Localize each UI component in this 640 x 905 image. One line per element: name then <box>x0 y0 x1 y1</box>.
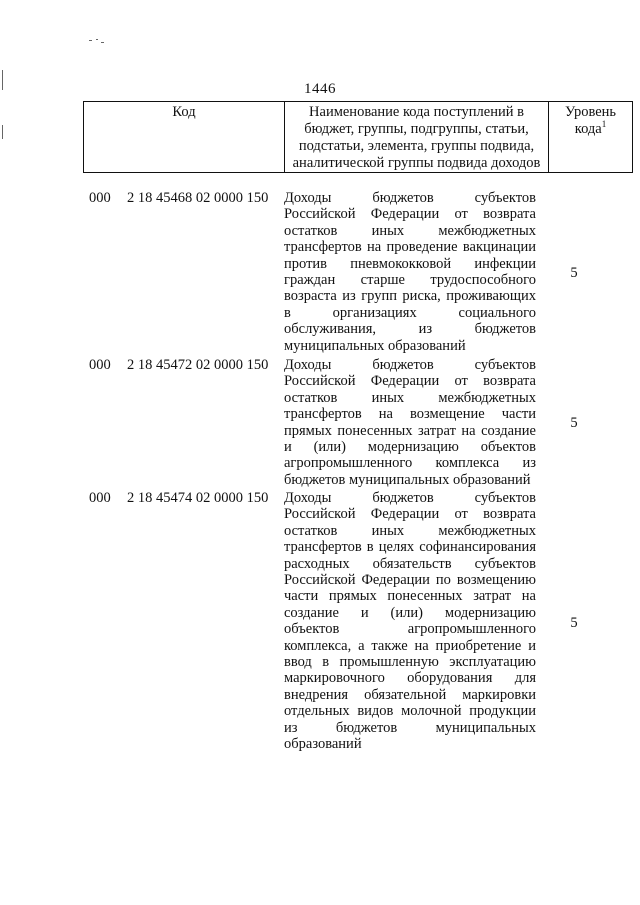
row-admin-code: 000 <box>89 190 111 206</box>
row-level: 5 <box>570 415 578 431</box>
header-code <box>84 102 285 173</box>
scan-mark <box>96 39 98 40</box>
header-level-footnote: 1 <box>601 119 607 129</box>
scan-mark <box>101 42 104 43</box>
row-description: Доходы бюджетов субъектов Российской Федерации от возврата остатков иных межбюджетных трансфертов в целях софинансирования расходных обязательств субъектов Российской Федерации по возмещению части прямых понесенных затрат на создание и (или) модернизацию объектов агропромышленного комплекса, а также на приобретение и ввод в промышленную эксплуатацию маркировочного оборудования для внедрения обязательной маркировки отдельных видов молочной продукции из бюджетов муниципальных образований <box>284 490 536 753</box>
header-level <box>549 102 633 173</box>
row-description: Доходы бюджетов субъектов Российской Федерации от возврата остатков иных межбюджетных трансфертов на проведение вакцинации против пневмококковой инфекции граждан старше трудоспособного возраста из групп риска, проживающих в организациях социального обслуживания, из бюджетов муниципальных образований <box>284 190 536 354</box>
header-code-label: Код <box>172 104 196 120</box>
header-name <box>285 102 549 173</box>
scan-mark <box>89 40 92 41</box>
row-level: 5 <box>570 265 578 281</box>
scan-edge <box>2 125 3 139</box>
row-code: 2 18 45472 02 0000 150 <box>127 357 269 373</box>
header-name-label: Наименование кода поступлений в бюджет, группы, подгруппы, статьи, подстатьи, элемента, группы подвида, аналитической группы подвида доходов <box>292 104 541 171</box>
row-code: 2 18 45474 02 0000 150 <box>127 490 269 506</box>
table-header <box>83 101 633 173</box>
page-number: 1446 <box>304 81 336 97</box>
row-level: 5 <box>570 615 578 631</box>
row-description: Доходы бюджетов субъектов Российской Федерации от возврата остатков иных межбюджетных трансфертов на возмещение части прямых понесенных затрат на создание и (или) модернизацию объектов агропромышленного комплекса из бюджетов муниципальных образований <box>284 357 536 488</box>
row-admin-code: 000 <box>89 490 111 506</box>
row-code: 2 18 45468 02 0000 150 <box>127 190 269 206</box>
row-admin-code: 000 <box>89 357 111 373</box>
header-level-label: Уровень кода <box>564 104 617 137</box>
